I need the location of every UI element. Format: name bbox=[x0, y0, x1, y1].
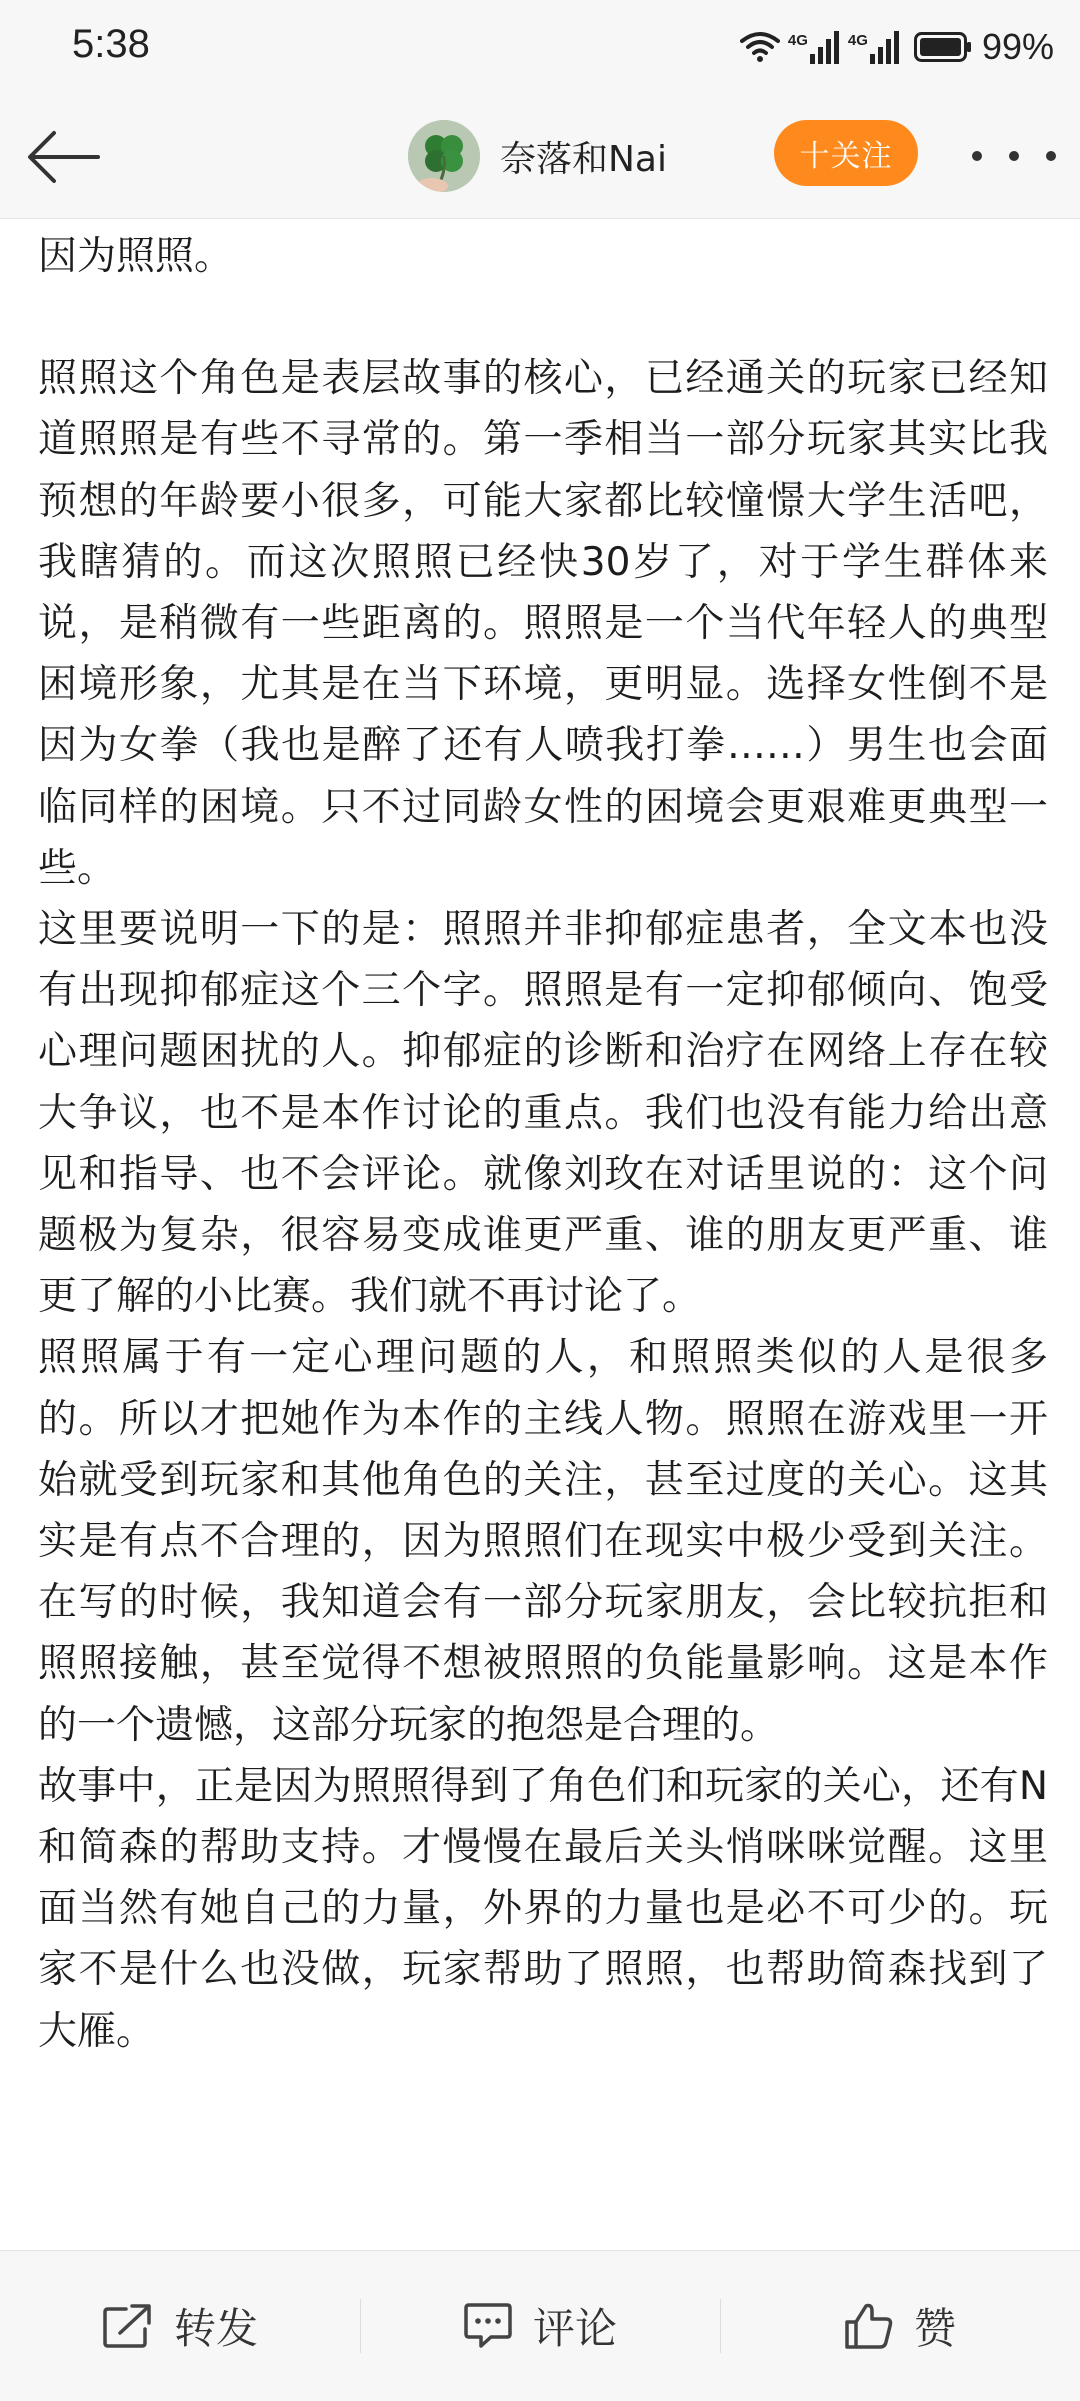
back-arrow-icon bbox=[26, 129, 102, 185]
repost-label: 转发 bbox=[173, 2304, 258, 2353]
wifi-icon bbox=[740, 31, 780, 63]
article-paragraph: 这里要说明一下的是：照照并非抑郁症患者，全文本也没有出现抑郁症这个三个字。照照是有一定抑郁倾向、饱受心理问题困扰的人。抑郁症的诊断和治疗在网络上存在较大争议，也不是本作讨论的重点。我们也没有能力给出意见和指导、也不会评论。就像刘玫在对话里说的：这个问题极为复杂，很容易变成谁更严重、谁的朋友更严重、谁更了解的小比赛。我们就不再讨论了。 bbox=[38, 907, 1048, 1320]
thumbs-up-icon bbox=[844, 2302, 894, 2350]
bottom-action-bar bbox=[0, 2250, 1080, 2401]
more-dot-icon bbox=[1046, 151, 1056, 161]
repost-button[interactable] bbox=[0, 2251, 360, 2401]
comment-icon bbox=[463, 2302, 513, 2350]
battery-icon bbox=[914, 32, 972, 62]
more-dot-icon bbox=[1009, 151, 1019, 161]
clover-icon bbox=[408, 120, 480, 192]
author-profile[interactable] bbox=[408, 118, 667, 194]
article-paragraph: 照照属于有一定心理问题的人，和照照类似的人是很多的。所以才把她作为本作的主线人物。照照在游戏里一开始就受到玩家和其他角色的关注，甚至过度的关心。这其实是有点不合理的，因为照照们在现实中极少受到关注。在写的时候，我知道会有一部分玩家朋友，会比较抗拒和照照接触，甚至觉得不想被照照的负能量影响。这是本作的一个遗憾，这部分玩家的抱怨是合理的。 bbox=[38, 1335, 1048, 1748]
like-label: 赞 bbox=[913, 2304, 956, 2353]
more-dot-icon bbox=[972, 151, 982, 161]
article-paragraph: 因为照照。 bbox=[38, 234, 234, 279]
follow-button[interactable]: 十关注 bbox=[774, 120, 918, 186]
article-paragraph: 故事中，正是因为照照得到了角色们和玩家的关心，还有N和简森的帮助支持。才慢慢在最后关头悄咪咪觉醒。这里面当然有她自己的力量，外界的力量也是必不可少的。玩家不是什么也没做，玩家帮助了照照，也帮助简森找到了大雁。 bbox=[38, 1763, 1048, 2054]
comment-button[interactable] bbox=[360, 2251, 720, 2401]
status-time: 5:38 bbox=[72, 22, 150, 66]
like-button[interactable] bbox=[720, 2251, 1080, 2401]
post-header bbox=[0, 96, 1080, 219]
status-bar bbox=[0, 0, 1080, 96]
signal-icon bbox=[870, 30, 900, 64]
back-button[interactable] bbox=[24, 124, 104, 190]
network-type-label: 4G bbox=[787, 32, 808, 49]
comment-label: 评论 bbox=[532, 2304, 617, 2353]
post-body bbox=[38, 226, 1048, 2250]
battery-percent: 99% bbox=[981, 26, 1054, 67]
signal-icon bbox=[810, 30, 840, 64]
status-icons bbox=[740, 24, 1054, 70]
author-name[interactable]: 奈落和Nai bbox=[500, 138, 667, 180]
share-icon bbox=[102, 2303, 154, 2349]
more-options-button[interactable] bbox=[972, 136, 1056, 176]
avatar[interactable] bbox=[408, 120, 480, 192]
network-type-label: 4G bbox=[847, 32, 868, 49]
article-paragraph: 照照这个角色是表层故事的核心，已经通关的玩家已经知道照照是有些不寻常的。第一季相当一部分玩家其实比我预想的年龄要小很多，可能大家都比较憧憬大学生活吧，我瞎猜的。而这次照照已经快30岁了，对于学生群体来说，是稍微有一些距离的。照照是一个当代年轻人的典型困境形象，尤其是在当下环境，更明显。选择女性倒不是因为女拳（我也是醉了还有人喷我打拳……）男生也会面临同样的困境。只不过同龄女性的困境会更艰难更典型一些。 bbox=[38, 356, 1048, 891]
